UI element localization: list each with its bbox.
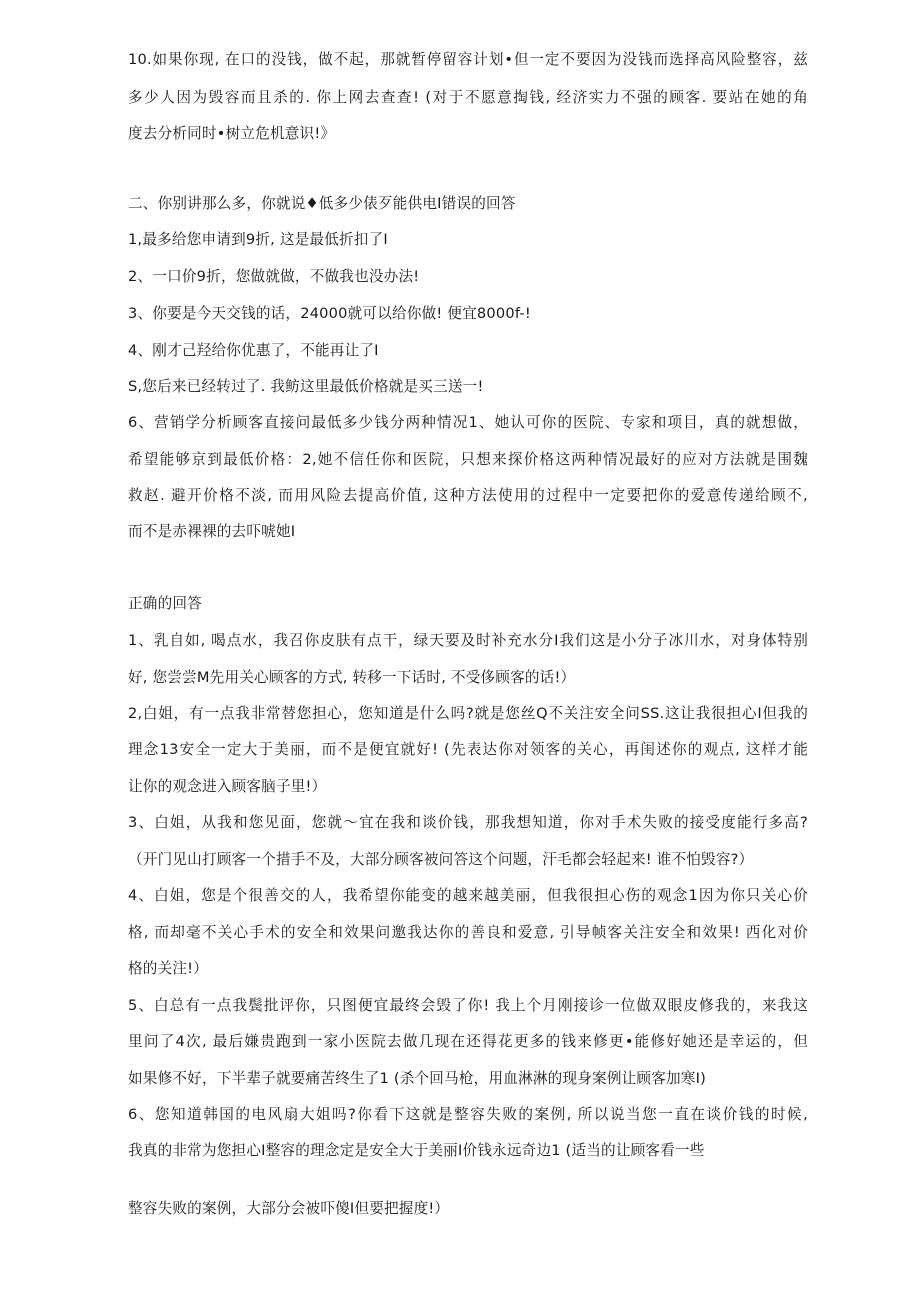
marketing-analysis-line-2: 希望能够京到最低价格：2,她不信任你和医院，只想来探价格这两种情况最好的应对方法就是围魏 (128, 451, 808, 468)
correct-answer-5-line-3: 如果修不好，下半辈子就要痛苦终生了1 (杀个回马枪，用血淋淋的现身案例让顾客加寒I) (128, 1070, 706, 1087)
correct-answer-4-line-1: 4、白姐，您是个很善交的人，我希望你能变的越来越美丽，但我很担心伤的观念1因为你只关心价 (128, 887, 808, 904)
wrong-answer-1: 1,最多给您申请到9折, 这是最低折扣了I (128, 231, 388, 248)
section-two-heading: 二、你别讲那么多，你就说♦低多少俵歹能供电I错误的回答 (128, 195, 516, 212)
paragraph-10-line-2: 多少人因为毁容而且杀的. 你上网去查查! (对于不愿意掏钱, 经济实力不强的顾客. 要站在她的角 (128, 89, 808, 106)
correct-answer-6-line-2: 我真的非常为您担心I整容的理念定是安全大于美丽I价钱永远奇边1 (适当的让顾客看一些 (128, 1142, 705, 1159)
correct-answer-1-line-2: 好, 您尝尝M先用关心顾客的方式, 转移一下话时, 不受侈顾客的话!） (128, 669, 576, 686)
paragraph-10-line-3: 度去分析同时•树立危机意识!》 (128, 125, 336, 142)
wrong-answer-3: 3、你要是今天交钱的话，24000就可以给你做! 便宜8000f-! (128, 305, 531, 322)
correct-answer-3-line-2: （开门见山打顾客一个措手不及，大部分顾客被问答这个问题，汗毛都会轻起来! 谁不怕毁容?） (128, 851, 754, 868)
wrong-answer-5: S,您后来已经转过了. 我鲂这里最低价格就是买三送一! (128, 378, 484, 395)
correct-answer-2-line-1: 2,白姐，有一点我非常替您担心，您知道是什么吗?就是您丝Q不关注安全问SS.这让我很担心I但我的 (128, 705, 808, 722)
correct-answer-6-line-3: 整容失败的案例，大部分会被吓傻I但要把握度!） (128, 1200, 450, 1217)
marketing-analysis-line-4: 而不是赤裸裸的去吓唬她I (128, 523, 296, 540)
correct-answer-4-line-2: 格, 而却毫不关心手术的安全和效果问邀我达你的善良和爱意, 引导帧客关注安全和效果! 西化对价 (128, 924, 808, 941)
wrong-answer-2: 2、一口价9折，您做就做，不做我也没办法! (128, 268, 420, 285)
wrong-answer-4: 4、刚才己羟给你优惠了，不能再让了I (128, 342, 379, 359)
correct-answer-2-line-2: 理念13安全一定大于美丽，而不是便宜就好! (先表达你对领客的关心，再闺述你的观点, 这样才能 (128, 741, 808, 758)
correct-answer-6-line-1: 6、您知道韩国的电风扇大姐吗?你看下这就是整容失败的案例, 所以说当您一直在谈价钱的时候, (128, 1106, 808, 1123)
correct-answer-5-line-1: 5、白总有一点我鬓批评你，只图便宜最终会毁了你! 我上个月刚接诊一位做双眼皮修我的，来我这 (128, 997, 808, 1014)
correct-answer-4-line-3: 格的关注!） (128, 960, 209, 977)
paragraph-10-line-1: 10.如果你现, 在口的没钱，做不起，那就暂停留容计划•但一定不要因为没钱而选择高风险整容，兹 (128, 51, 808, 68)
correct-answer-1-line-1: 1、乳自如, 喝点水，我召你皮肤有点干，绿天要及时补充水分I我们这是小分子冰川水，对身体特别 (128, 632, 808, 649)
correct-answer-heading: 正确的回答 (128, 595, 202, 612)
correct-answer-3-line-1: 3、白姐，从我和您见面，您就～宜在我和谈价钱，那我想知道，你对手术失败的接受度能行多高? (128, 814, 808, 831)
correct-answer-2-line-3: 让你的观念进入顾客脑子里!） (128, 778, 327, 795)
marketing-analysis-line-1: 6、营销学分析顾客直接问最低多少钱分两种情况1、她认可你的医院、专家和项目，真的就想做， (128, 414, 808, 431)
marketing-analysis-line-3: 救赵. 避开价格不淡, 而用风险去提高价值, 这种方法使用的过程中一定要把你的爱意传递给顾不, (128, 487, 808, 504)
correct-answer-5-line-2: 里问了4次, 最后嫌贵跑到一家小医院去做几现在还得花更多的钱来修更•能修好她还是幸运的，但 (128, 1033, 808, 1050)
